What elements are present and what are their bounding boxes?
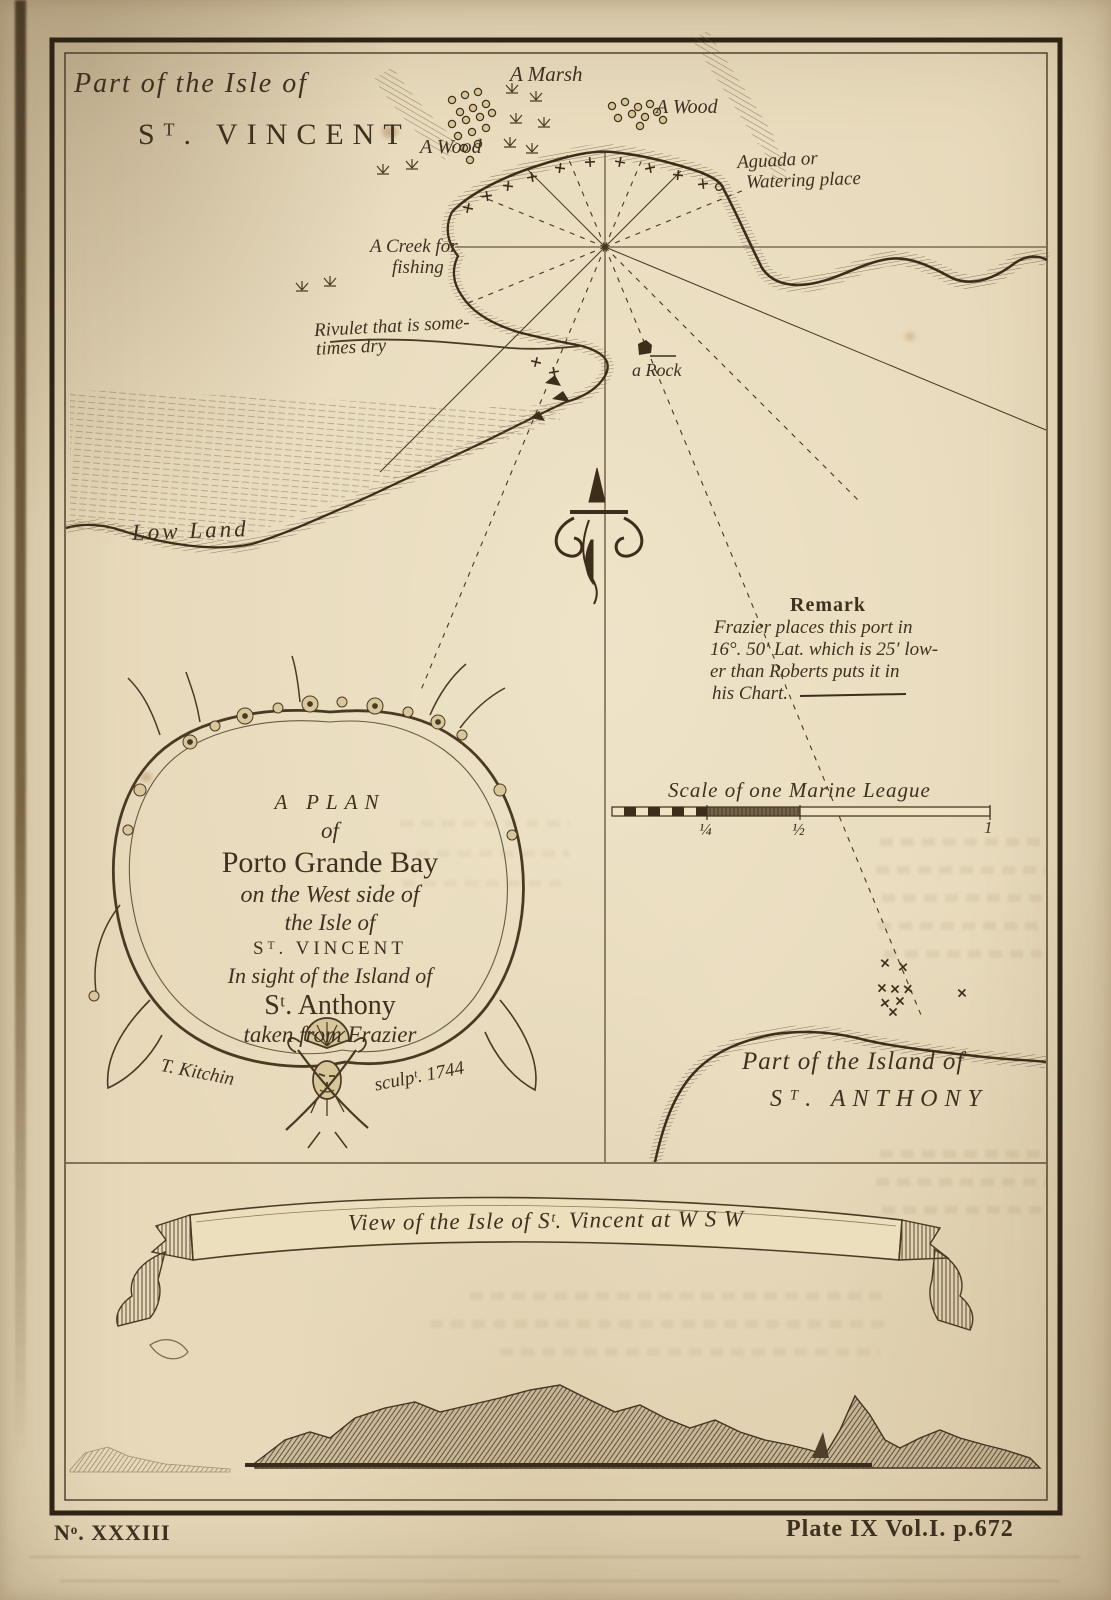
region-title-st-vincent-line1: Part of the Isle of [74,68,308,99]
remark-line2: 16°. 50′ Lat. which is 25′ low- [710,639,939,660]
label-wood-left: A Wood [420,136,482,158]
label-aguada-line1: Aguada or [736,147,819,174]
scale-tick-quarter: ¼ [699,820,712,839]
label-low-land: Low Land [131,515,250,546]
plate-number: Nᵒ. XXXIII [54,1520,171,1545]
remark-line4: his Chart. [712,683,789,704]
islet [545,375,561,386]
cartouche-line3: Porto Grande Bay [221,846,439,879]
remark-line1: Frazier places this port in [714,617,913,638]
remark-line3: er than Roberts puts it in [710,661,900,682]
cartouche-line5: the Isle of [284,910,376,935]
region-title-st-anthony-line1: Part of the Island of [742,1048,965,1075]
plate-reference: Plate IX Vol.I. p.672 [786,1516,1014,1542]
cloud-smudge [150,1340,188,1359]
cartouche-line8: Sᵗ. Anthony [264,990,396,1021]
cartouche-sculp: sculpᵗ. 1744 [372,1057,466,1096]
view-banner-title: View of the Isle of Sᵗ. Vincent at W S W [347,1205,745,1236]
label-rock: a Rock [632,360,682,380]
remark-title: Remark [790,594,866,616]
cartouche-line6: Sᵀ. VINCENT [253,938,407,959]
cartouche-line7: In sight of the Island of [227,963,433,988]
cartouche-line9: taken from Frazier [243,1022,417,1047]
label-marsh: A Marsh [510,62,583,86]
cartouche-line2: of [321,818,339,843]
rock-icon [638,340,676,356]
coastal-profile-silhouette [70,1340,1040,1472]
west-coastline [66,212,608,547]
scale-bar [612,805,990,820]
region-title-st-vincent-line2: Sᵀ. VINCENT [138,118,411,151]
sail-icon [812,1432,829,1458]
cartouche-line4: on the West side of [240,882,420,908]
scale-label: Scale of one Marine League [668,778,931,802]
fleur-de-lis-north-icon [556,468,642,604]
label-creek-line1: A Creek for [370,236,458,257]
scale-tick-one: 1 [984,818,993,837]
label-rivulet-line2: times dry [315,335,387,360]
region-title-st-anthony-line2: Sᵀ. ANTHONY [770,1086,988,1112]
remark-underline [800,694,906,696]
cartouche-engraver: T. Kitchin [158,1055,237,1090]
rocks-cross-marks [875,956,969,1019]
label-creek-line2: fishing [392,257,444,278]
label-wood-right: A Wood [656,96,718,118]
scale-tick-half: ½ [792,820,805,839]
cartouche-line1: A PLAN [274,790,386,814]
label-aguada-line2: Watering place [745,168,862,193]
label-rivulet-line1: Rivulet that is some- [313,311,471,342]
